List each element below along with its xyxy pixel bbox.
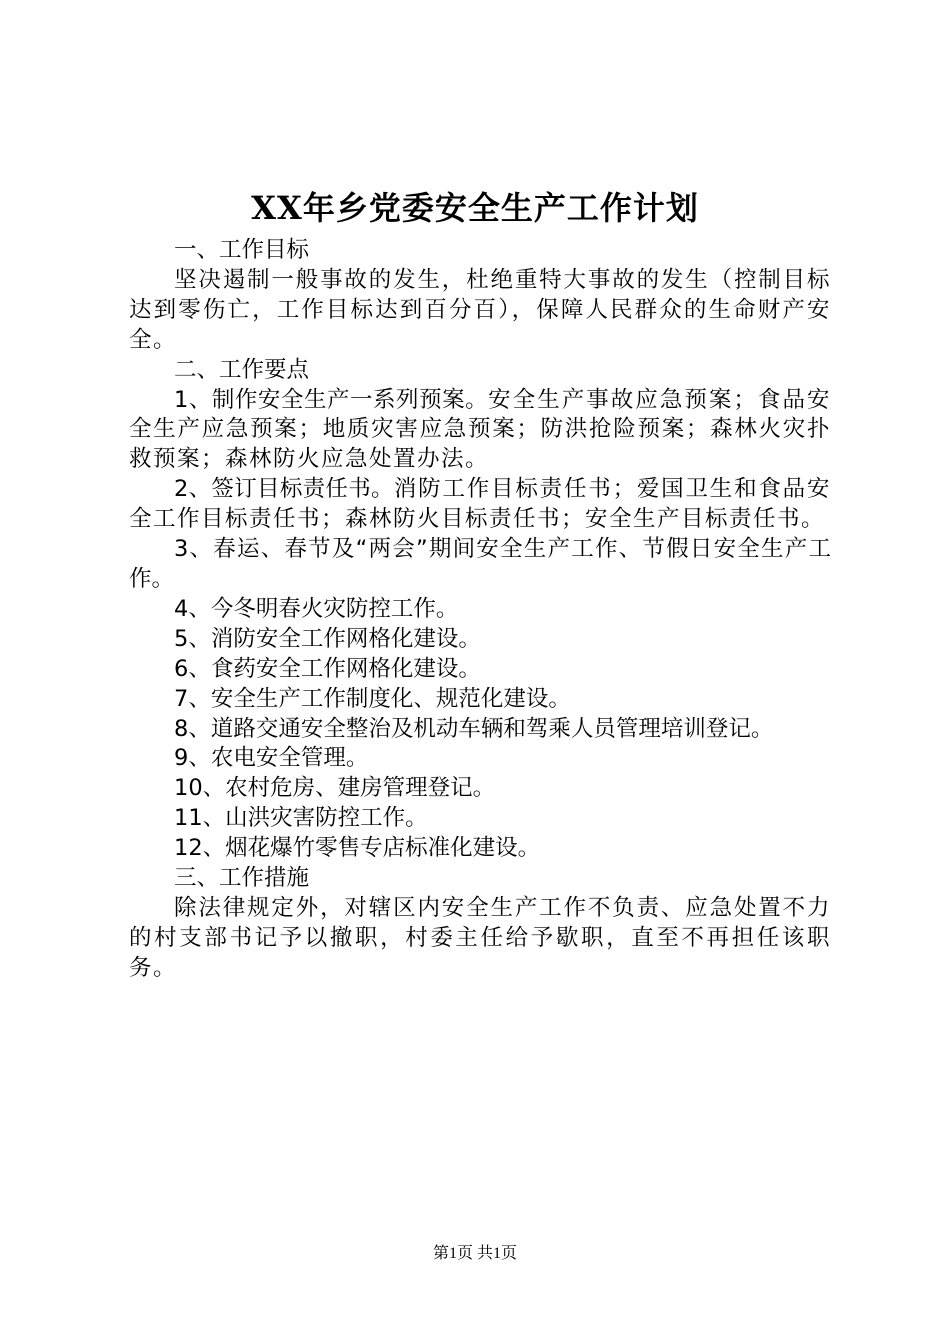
point-8: 8、道路交通安全整治及机动车辆和驾乘人员管理培训登记。 <box>174 715 774 742</box>
point-7: 7、安全生产工作制度化、规范化建设。 <box>174 685 571 712</box>
section-heading-goal: 一、工作目标 <box>174 237 310 263</box>
point-11: 11、山洪灾害防控工作。 <box>174 805 428 832</box>
point-6: 6、食药安全工作网格化建设。 <box>174 655 481 682</box>
point-1 <box>129 386 831 476</box>
point-2-rest: 消防工作目标责任书；爱国卫生和食品安全工作目标责任书；森林防火目标责任书；安全生产目标责任书。 <box>129 476 831 533</box>
point-9: 9、农电安全管理。 <box>174 745 369 772</box>
point-5: 5、消防安全工作网格化建设。 <box>174 625 481 652</box>
point-10: 10、农村危房、建房管理登记。 <box>174 775 496 802</box>
section-heading-points: 二、工作要点 <box>174 356 310 383</box>
measures-paragraph <box>129 894 831 984</box>
point-3: 3、春运、春节及“两会”期间安全生产工作、节假日安全生产工作。 <box>129 536 831 592</box>
page-footer: 第1页 共1页 <box>432 1245 517 1262</box>
document-body <box>129 236 831 984</box>
point-12: 12、烟花爆竹零售专店标准化建设。 <box>174 835 541 862</box>
point-2 <box>129 475 831 535</box>
document-title: XX年乡党委安全生产工作计划 <box>251 189 699 227</box>
point-4: 4、今冬明春火灾防控工作。 <box>174 595 459 622</box>
section-heading-measures: 三、工作措施 <box>174 865 310 892</box>
point-2-lead: 2、签订目标责任书。 <box>174 476 394 503</box>
goal-paragraph <box>129 266 831 356</box>
point-1-rest: 安全生产事故应急预案；食品安全生产应急预案；地质灾害应急预案；防洪抢险预案；森林火灾扑救预案；森林防火应急处置办法。 <box>129 386 831 473</box>
point-1-lead: 1、制作安全生产一系列预案。 <box>174 386 489 413</box>
goal-text: 坚决遏制一般事故的发生，杜绝重特大事故的发生（控制目标达到零伤亡，工作目标达到百分百），保障人民群众的生命财产安全。 <box>129 266 831 353</box>
measures-text: 除法律规定外，对辖区内安全生产工作不负责、应急处置不力的村支部书记予以撤职，村委主任给予歇职，直至不再担任该职务。 <box>129 894 831 981</box>
